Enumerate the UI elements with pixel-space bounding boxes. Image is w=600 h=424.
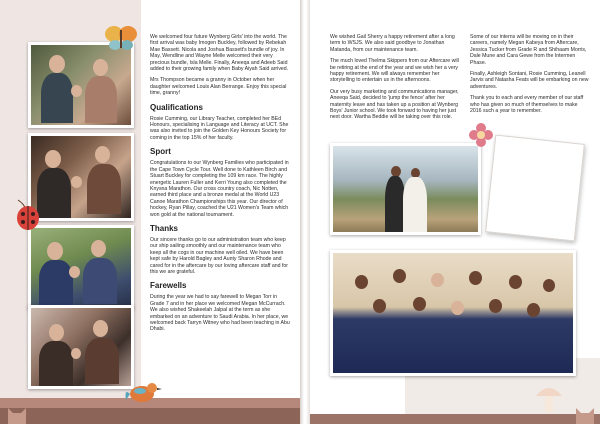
right-bottom-band — [310, 414, 600, 424]
mushroom-icon — [534, 380, 564, 414]
intro-paragraph: Mrs Thompson became a granny in October when her daughter welcomed Louis Alan Berrange. Enjoy this special time, granny! — [150, 77, 287, 97]
butterfly-icon — [104, 24, 138, 52]
section-paragraph: Congratulations to our Wynberg Families who participated in the Cape Town Cycle Tour. Well done to Kathleen Birch and Stuart Buckley for completing the 109 km race. The highly energetic Lauren Fuller and Kerri Young also completed the Knysna Marathon. Our cross country coach, Nic Notten, earned third place and a bronze medal at the World U23 Canoe Marathon Championships this year. Our director of hockey, Ryan Pillay, coached the U21 Women's Team which won gold at the national tournament. — [150, 160, 289, 218]
blank-note-card — [485, 135, 585, 242]
wedding-photo — [330, 143, 481, 235]
flower-icon — [468, 122, 494, 148]
left-text-column — [150, 34, 290, 338]
right-paragraph: Our very busy marketing and communications manager, Aneeqa Said, decided to 'jump the fence' after her maternity leave and has taken up a position at Wynberg Boys' Junior school. We took forward to having her just next door. Wartha Beddie will be taking over this role. — [330, 88, 459, 121]
section-heading-sport: Sport — [150, 147, 171, 157]
bird-icon — [124, 378, 162, 408]
section-heading-qualifications: Qualifications — [150, 102, 203, 112]
cat-icon — [6, 404, 28, 424]
section-paragraph: Our sincere thanks go to our administration team who keep our ship sailing smoothly and our maintenance team who keep all the cogs in our machine well oiled. We have been kept safe by Harold Bagley and Aunty Sharon Rhode and cared for in the aftercare by our loving aftercare staff and for this we are grateful. — [150, 236, 289, 275]
family-photo-4 — [28, 305, 134, 389]
right-paragraph: Finally, Ashleigh Sontani, Rosie Cumming, Leanell Jarvis and Natasha Feats will be embarking on new adventures. — [470, 71, 589, 90]
right-paragraph: Thank you to each and every member of our staff who has given so much of themselves to make 2016 such a year to remember. — [470, 95, 584, 115]
right-paragraph: The much loved Thelma Skippers from our Aftercare will be retiring at the end of the year and we wish her a very happy retirement. We will always remember her storytelling to entertain us in the afternoons. — [330, 58, 459, 84]
right-paragraph: Some of our interns will be moving on in their careers, namely Megan Kabeya from Aftercare, Jessica Tucker from Grade R and Shihaam Morris, Dale Mune and Cara Gewe from the Intermen Phase. — [470, 34, 587, 66]
staff-group-photo — [330, 250, 576, 376]
page-spine — [300, 0, 310, 424]
section-paragraph: During the year we had to say farewell to Megan Torr in Grade 7 and in her place we welcomed Megan McCurrach. We also wished Shakeelah Jalpal at the term as she embarked on an adventure to Saudi Arabia. In her place, we welcomed back Tarryn Witney who had been teaching in Abu Dhabi. — [150, 294, 290, 333]
section-heading-farewells: Farewells — [150, 281, 187, 291]
ladybird-icon — [12, 198, 42, 232]
right-paragraph: We wished Gail Sherry a happy retirement after a long term to WSJS. We also said goodbye to Jonathan Matanda, from our maintenance team. — [330, 34, 455, 53]
intro-paragraph: We welcomed four future Wynberg Girls' into the world. The first arrival was baby Imogen Buckley, followed by Rebekah Mae Bassett. Nicola and Joshua Bassett's bundle of joy. In May, Wendline and Wayne Melle welcomed their very precious bundle, Isla Melle. Finally, Aneeqa and Adeeb Said added to their growing family when Baby Aiyah Said arrived. — [150, 34, 289, 73]
family-photo-1 — [28, 42, 134, 128]
family-photo-3 — [28, 225, 134, 309]
family-photo-2 — [28, 133, 134, 221]
right-text-column-a — [330, 34, 462, 126]
section-paragraph: Rosie Cumming, our Library Teacher, completed her BEd Honours, specialising in Language and Literacy at UCT. She was also invited to join the Golden Key Honours Society for coming in the top 15% of her faculty. — [150, 115, 289, 141]
right-text-column-b — [470, 34, 590, 119]
section-heading-thanks: Thanks — [150, 223, 179, 233]
cat-icon — [574, 404, 596, 424]
